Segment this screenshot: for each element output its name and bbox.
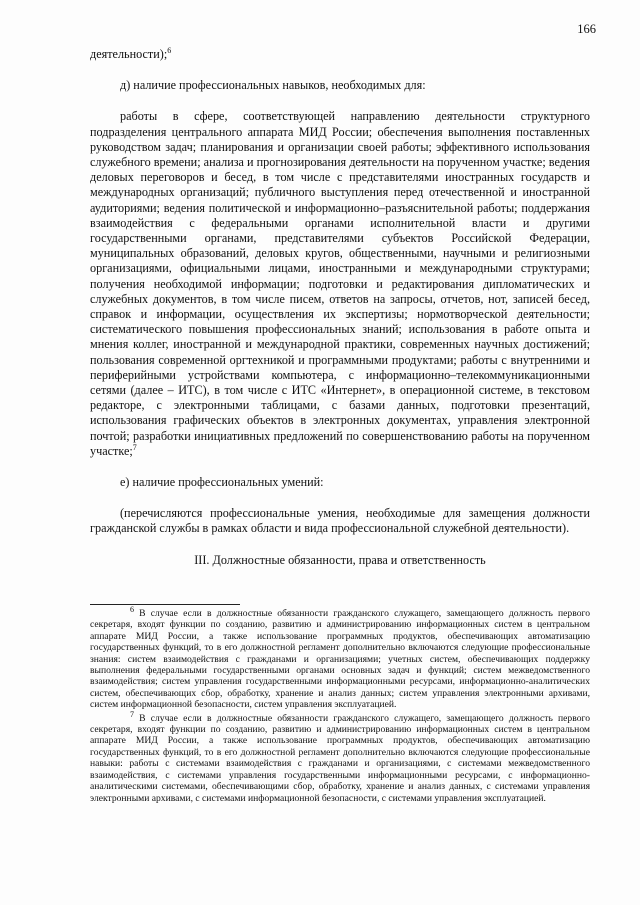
section-d-body-text: работы в сфере, соответствующей направлению деятельности структурного подразделения центрального аппарата МИД России; обеспечения выполнения поставленных руководством задач; планирования и организации своей работы; эффективного использования служебного времени; анализа и прогнозирования деятельности на порученном участке; ведения деловых переговоров и бесед, в том числе с представителями иностранных государств и международных организаций; публичного выступления перед отечественной и иностранной аудиториями; ведения политической и информационно–разъяснительной работы; поддержания взаимодействия с федеральными органами исполнительной власти и другими государственными органами, представителями субъектов Российской Федерации, муниципальных образований, деловых кругов, общественными, научными и религиозными организациями, официальными лицами, иностранными и международными структурами; получения необходимой информации; подготовки и редактирования дипломатических и служебных документов, в том числе писем, ответов на запросы, отчетов, нот, записей бесед, справок и информации, осуществления их экспертизы; нормотворческой деятельности; систематического повышения профессиональных знаний; использования в работе опыта и мнения коллег, иностранной и международной практики, современных научных достижений; пользования современной оргтехникой и программными продуктами; работы с внутренними и периферийными устройствами компьютера, с информационно–телекоммуникационными сетями (далее – ИТС), в том числе с ИТС «Интернет», в операционной системе, в текстовом редакторе, с электронными таблицами, с базами данных, подготовки презентаций, использования графических объектов в электронных документах, управления электронной почтой; разработки инициативных предложений по совершенствованию работы на порученном участке; — [90, 109, 590, 458]
footnote-6-text: В случае если в должностные обязанности гражданского служащего, замещающего должность первого секретаря, входят функции по созданию, развитию и администрированию информационных систем в центральном аппарате МИД России, а также использование программных продуктов, обеспечивающих автоматизацию государственных функций, то в его должностной регламент дополнительно включаются следующие профессиональные знания: систем взаимодействия с гражданами и организациями; учетных систем, обеспечивающих поддержку выполнения федеральными государственными органами основных задач и функций; систем межведомственного взаимодействия; систем управления государственными информационными ресурсами, информационно-аналитических систем, обеспечивающих сбор, обработку, хранение и анализ данных; систем управления электронными архивами, систем информационной безопасности, систем управления эксплуатацией. — [90, 608, 590, 711]
footnotes — [90, 604, 590, 806]
footnote-7-text: В случае если в должностные обязанности гражданского служащего, замещающего должность первого секретаря, входят функции по созданию, развитию и администрированию информационных систем в центральном аппарате МИД России, а также использование программных продуктов, обеспечивающих автоматизацию государственных функций, то в его должностной регламент дополнительно включаются следующие профессиональные навыки: работы с системами взаимодействия с гражданами и организациями, с системами межведомственного взаимодействия, с системами управления государственными информационными ресурсами, с информационно-аналитическими системами, обеспечивающими сбор, обработку, хранение и анализ данных, с системами управления электронными архивами, с системами информационной безопасности, с системами управления эксплуатацией. — [90, 712, 590, 804]
section-d-body — [90, 109, 590, 459]
section-d-heading: д) наличие профессиональных навыков, необходимых для: — [120, 78, 426, 93]
footnote-separator — [90, 604, 240, 605]
section-e-heading: е) наличие профессиональных умений: — [120, 475, 324, 490]
footnote-ref-7: 7 — [132, 442, 137, 452]
footnote-6-mark: 6 — [130, 604, 134, 614]
section-e-body: (перечисляются профессиональные умения, необходимые для замещения должности гражданской службы в рамках области и вида профессиональной служебной деятельности). — [90, 506, 590, 536]
footnote-ref-6: 6 — [167, 45, 172, 55]
page-number: 166 — [577, 22, 596, 36]
footnote-7-mark: 7 — [130, 709, 134, 719]
continued-line-text: деятельности); — [90, 47, 168, 61]
continued-line — [90, 47, 590, 62]
footnote-6 — [90, 604, 590, 711]
section-3-heading: III. Должностные обязанности, права и ответственность — [194, 552, 486, 567]
footnote-7 — [90, 709, 590, 804]
document-body — [90, 47, 590, 568]
